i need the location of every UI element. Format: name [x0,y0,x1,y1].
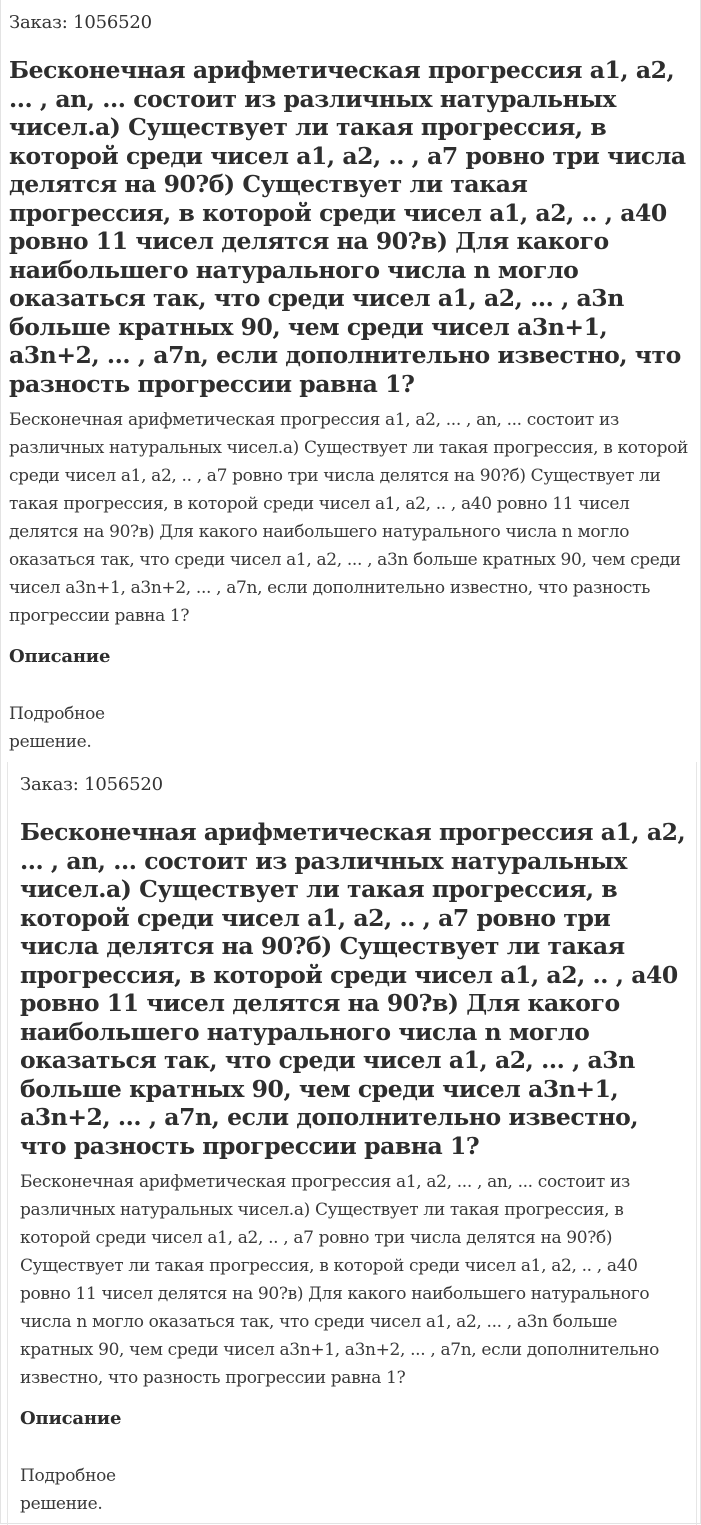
task-title: Бесконечная арифметическая прогрессия a1, a2, ... , an, ... состоит из различных натуральных чисел.а) Существует ли такая прогрессия, в которой среди чисел a1, a2, .. , a7 ровно три числа делятся на 90?б) Существует ли такая прогрессия, в которой среди чисел a1, a2, .. , a40 ровно 11 чисел делятся на 90?в) Для какого наибольшего натурального числа n могло оказаться так, что среди чисел a1, a2, ... , a3n больше кратных 90, чем среди чисел a3n+1, a3n+2, ... , a7n, если дополнительно известно, что разность прогрессии равна 1? [9,56,686,398]
order-card-secondary [7,762,697,1525]
order-number-label: Заказ: 1056520 [9,12,152,33]
order-card-primary [0,0,701,756]
task-text: Бесконечная арифметическая прогрессия a1, a2, ... , an, ... состоит из различных натуральных чисел.а) Существует ли такая прогрессия, в которой среди чисел a1, a2, .. , a7 ровно три числа делятся на 90?б) Существует ли такая прогрессия, в которой среди чисел a1, a2, .. , a40 ровно 11 чисел делятся на 90?в) Для какого наибольшего натурального числа n могло оказаться так, что среди чисел a1, a2, ... , a3n больше кратных 90, чем среди чисел a3n+1, a3n+2, ... , a7n, если дополнительно известно, что разность прогрессии равна 1? [9,410,688,626]
task-text: Бесконечная арифметическая прогрессия a1, a2, ... , an, ... состоит из различных натуральных чисел.а) Существует ли такая прогрессия, в которой среди чисел a1, a2, .. , a7 ровно три числа делятся на 90?б) Существует ли такая прогрессия, в которой среди чисел a1, a2, .. , a40 ровно 11 чисел делятся на 90?в) Для какого наибольшего натурального числа n могло оказаться так, что среди чисел a1, a2, ... , a3n больше кратных 90, чем среди чисел a3n+1, a3n+2, ... , a7n, если дополнительно известно, что разность прогрессии равна 1? [20,1172,660,1388]
task-title: Бесконечная арифметическая прогрессия a1, a2, ... , an, ... состоит из различных натуральных чисел.а) Существует ли такая прогрессия, в которой среди чисел a1, a2, .. , a7 ровно три числа делятся на 90?б) Существует ли такая прогрессия, в которой среди чисел a1, a2, .. , a40 ровно 11 чисел делятся на 90?в) Для какого наибольшего натурального числа n могло оказаться так, что среди чисел a1, a2, ... , a3n больше кратных 90, чем среди чисел a3n+1, a3n+2, ... , a7n, если дополнительно известно, что разность прогрессии равна 1? [20,818,686,1160]
description-text: Подробное решение. [9,704,105,752]
order-number-label: Заказ: 1056520 [20,774,163,795]
description-heading: Описание [20,1408,122,1429]
description-text: Подробное решение. [20,1466,116,1514]
description-heading: Описание [9,646,111,667]
